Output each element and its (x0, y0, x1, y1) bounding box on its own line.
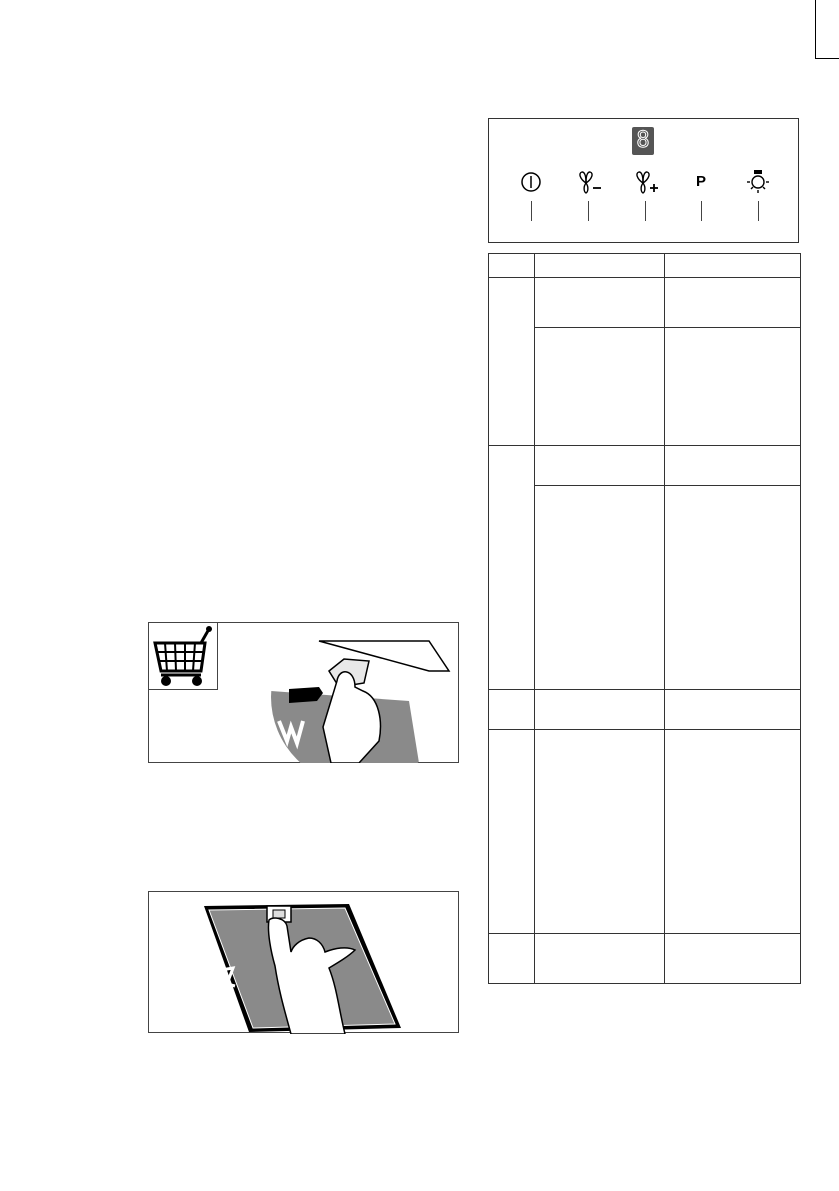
table-row (489, 278, 801, 328)
digit-display (632, 127, 654, 155)
filter-removal-illustration (149, 892, 460, 1034)
fan-minus-tick (588, 201, 589, 221)
table-row (489, 934, 801, 984)
table-cell (665, 328, 801, 446)
crop-mark-right (815, 58, 839, 59)
program-label: P (695, 173, 706, 190)
power-icon (511, 167, 551, 197)
digit-display-value: 8 (636, 128, 650, 153)
filter-clip-illustration (259, 631, 459, 763)
table-cell (665, 934, 801, 984)
table-cell (535, 254, 665, 278)
controls-table (488, 253, 801, 984)
light-button[interactable] (738, 167, 778, 197)
table-cell (665, 690, 801, 730)
cart-icon-box (149, 623, 218, 690)
crop-mark-top (815, 0, 816, 58)
table-row (489, 730, 801, 934)
table-row (489, 690, 801, 730)
table-cell (489, 690, 535, 730)
control-panel (488, 118, 799, 243)
table-cell (489, 934, 535, 984)
table-cell (535, 730, 665, 934)
filter-removal-figure (148, 891, 459, 1033)
fan-plus-tick (645, 201, 646, 221)
table-cell (489, 730, 535, 934)
power-tick (531, 201, 532, 221)
table-cell (535, 934, 665, 984)
fan-plus-button[interactable] (625, 167, 665, 197)
table-cell (665, 486, 801, 690)
table-row (489, 328, 801, 446)
table-cell (535, 690, 665, 730)
table-row (489, 486, 801, 690)
table-cell (665, 446, 801, 486)
table-cell (535, 446, 665, 486)
light-tick (758, 201, 759, 221)
filter-clip-figure (148, 622, 459, 763)
table-cell (489, 254, 535, 278)
table-cell (535, 328, 665, 446)
table-cell (535, 278, 665, 328)
table-cell (489, 278, 535, 446)
fan-plus-icon (625, 167, 665, 197)
power-button[interactable] (511, 167, 551, 197)
table-cell (665, 730, 801, 934)
light-icon (738, 167, 778, 197)
table-row (489, 446, 801, 486)
table-cell (535, 486, 665, 690)
program-button[interactable] (681, 167, 721, 197)
fan-minus-button[interactable] (568, 167, 608, 197)
table-cell (665, 278, 801, 328)
fan-minus-icon (568, 167, 608, 197)
table-cell (489, 446, 535, 690)
shopping-cart-icon (149, 623, 217, 689)
table-header-row (489, 254, 801, 278)
table-cell (665, 254, 801, 278)
program-tick (701, 201, 702, 221)
